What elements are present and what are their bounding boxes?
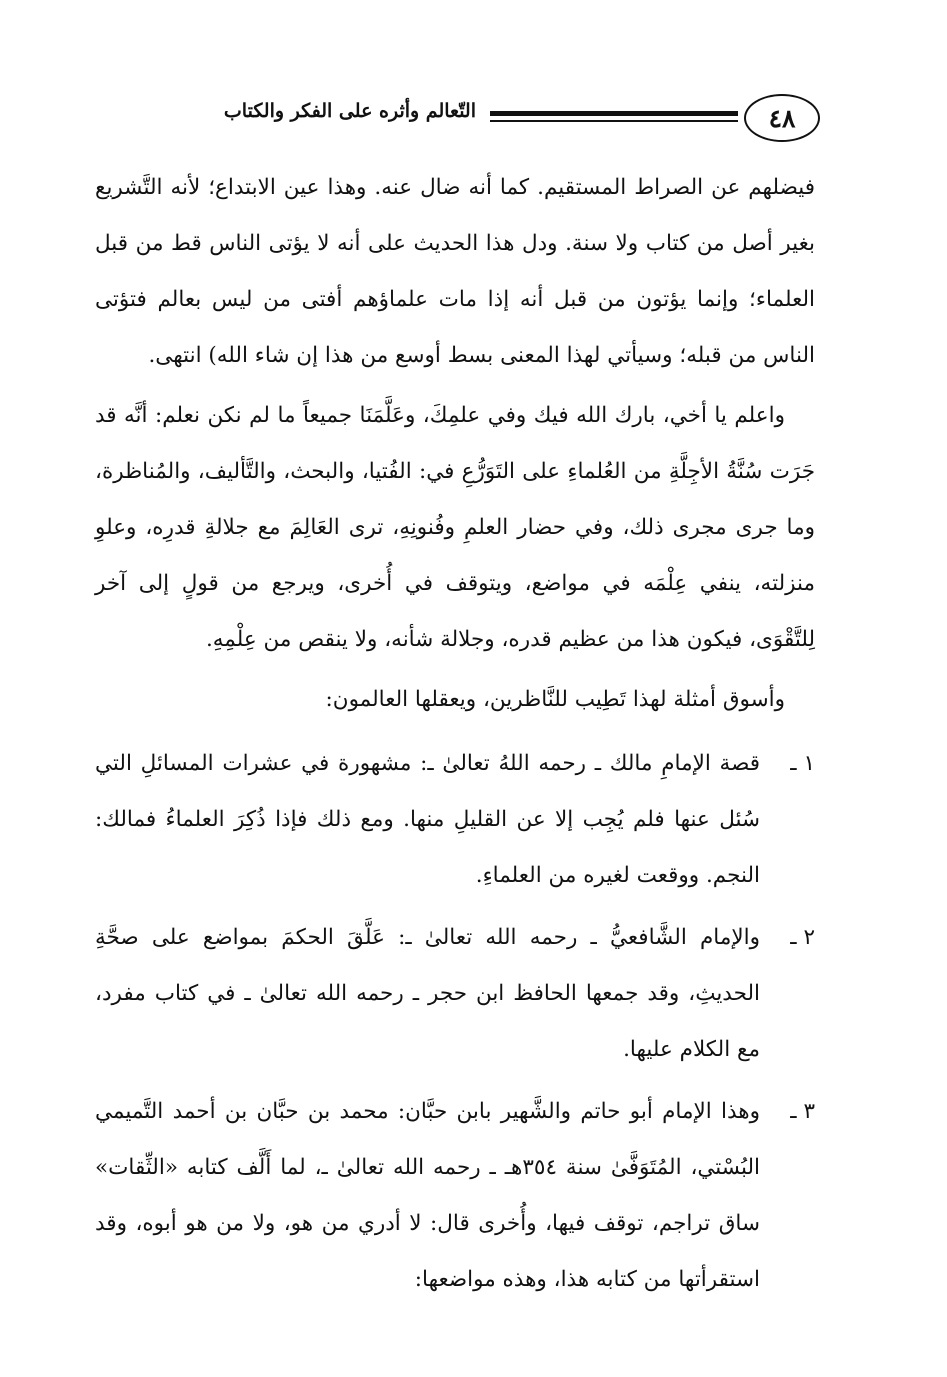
list-item bbox=[95, 1084, 815, 1308]
paragraph: وأسوق أمثلة لهذا تَطِيب للنَّاظرين، ويعقلها العالمون: bbox=[325, 687, 785, 712]
list-item-text: قصة الإمامِ مالك ـ رحمه اللهُ تعالىٰ ـ: مشهورة في عشرات المسائلِ التي سُئل عنها فلم يُجِب إلا عن القليلِ منها. ومع ذلك فإذا ذُكِرَ العلماءُ فمالك: النجم. ووقعت لغيره من العلماءِ. bbox=[95, 751, 760, 888]
page-header bbox=[95, 92, 820, 148]
examples-list bbox=[95, 736, 815, 1308]
header-rule-thin bbox=[490, 120, 738, 122]
paragraph: فيضلهم عن الصراط المستقيم. كما أنه ضال عنه. وهذا عين الابتداع؛ لأنه التَّشريع بغير أصل من كتاب ولا سنة. ودل هذا الحديث على أنه لا يؤتى الناس قط من قبل العلماء؛ وإنما يؤتون من قبل أنه إذا مات علماؤهم أفتى من ليس بعالم فتؤتى الناس من قبله؛ وسيأتي لهذا المعنى بسط أوسع من هذا إن شاء الله) انتهى. bbox=[95, 175, 815, 368]
body-text bbox=[95, 160, 815, 1314]
list-item-text: وهذا الإمام أبو حاتم والشَّهير بابن حبَّان: محمد بن حبَّان بن أحمد التَّميمي البُسْتي، المُتَوَفَّىٰ سنة ٣٥٤هـ ـ رحمه الله تعالىٰ ـ، لما أَلَّف كتابه «الثِّقات» ساق تراجم، توقف فيها، وأُخرى قال: لا أدري من هو، ولا من هو أبوه، وقد استقرأتها من كتابه هذا، وهذه مواضعها: bbox=[95, 1099, 760, 1292]
list-item-number: ٣ ـ bbox=[790, 1099, 815, 1124]
list-item-number: ٢ ـ bbox=[790, 925, 815, 950]
list-item bbox=[95, 910, 815, 1078]
list-item bbox=[95, 736, 815, 904]
page-number: ٤٨ bbox=[744, 94, 820, 142]
list-item-number: ١ ـ bbox=[790, 751, 815, 776]
running-title: التّعالم وأثره على الفكر والكتاب bbox=[223, 100, 476, 122]
header-rule-thick bbox=[490, 111, 738, 116]
paragraph: واعلم يا أخي، بارك الله فيك وفي علمِكَ، وعَلَّمَنَا جميعاً ما لم نكن نعلم: أنَّه قد جَرَت سُنَّةُ الأجِلَّةِ من العُلماءِ على التَوَرُّعِ في: الفُتيا، والبحث، والتَّأليف، والمُناظرة، وما جرى مجرى ذلك، وفي حضار العلمِ وفُنونِهِ، ترى العَالِمَ مع جلالةِ قدرِه، وعلوِ منزلته، ينفي عِلْمَه في مواضع، ويتوقف في أُخرى، ويرجع من قولٍ إلى آخر لِلتَّقْوَى، فيكون هذا من عظيم قدره، وجلالة شأنه، ولا ينقص من عِلْمِهِ. bbox=[95, 403, 815, 652]
list-item-text: والإمام الشَّافعيُّ ـ رحمه الله تعالىٰ ـ: عَلَّقَ الحكمَ بمواضع على صحَّةِ الحديثِ، وقد جمعها الحافظ ابن حجر ـ رحمه الله تعالىٰ ـ في كتاب مفرد، مع الكلام عليها. bbox=[95, 925, 760, 1062]
